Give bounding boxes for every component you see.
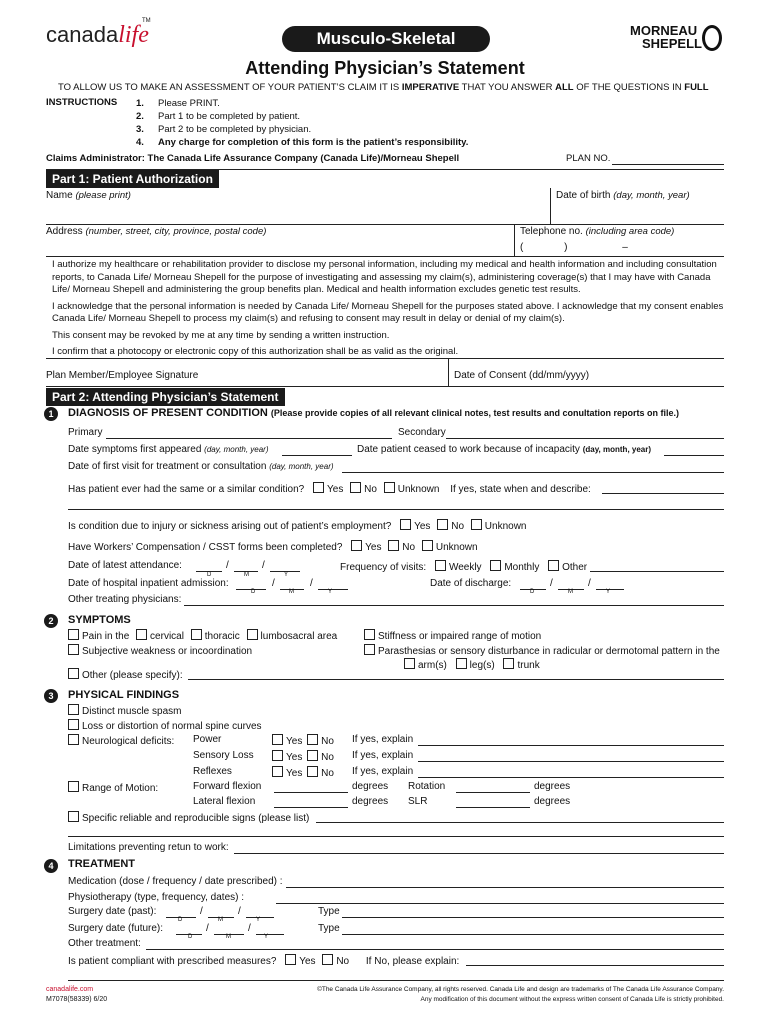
frequency-label: Frequency of visits:	[340, 562, 427, 573]
checkbox[interactable]	[68, 719, 79, 730]
plan-no-label: PLAN NO.	[566, 153, 611, 164]
symptom-other-field[interactable]	[188, 679, 724, 680]
authorization-text	[52, 259, 724, 359]
forward-flexion-label: Forward flexion	[193, 781, 262, 792]
injury-row	[68, 519, 527, 532]
instruction-item	[136, 123, 468, 136]
power-explain-field[interactable]	[418, 745, 724, 746]
sensory-explain-field[interactable]	[418, 761, 724, 762]
slash: /	[238, 906, 241, 917]
degrees-label: degrees	[352, 781, 389, 792]
lateral-flexion-field[interactable]	[274, 807, 348, 808]
checkbox[interactable]	[388, 540, 399, 551]
auth-paragraph-1: I authorize my healthcare or rehabilitation provider to disclose my personal information, including my medical and health information and including consultation reports, to Canada Life/ Morneau Shepell for the purpose of investigating and assessing my claim(s), administering coverage(s) that I may have with Canada Life/ Morneau Shepell and administering the group benefits plan. Medical and health information excludes genetic test results.	[52, 259, 717, 295]
checkbox[interactable]	[471, 519, 482, 530]
plan-no-field[interactable]	[612, 164, 724, 165]
y-hint: Y	[264, 934, 269, 940]
reflexes-yn	[272, 766, 334, 779]
no-label: No	[402, 542, 416, 553]
logo-morneau: MORNEAU	[630, 23, 698, 38]
hospital-admission-label: Date of hospital inpatient admission:	[68, 578, 229, 589]
checkbox[interactable]	[422, 540, 433, 551]
symptoms-first-label	[68, 444, 269, 455]
pain-label: Pain in the	[82, 631, 130, 642]
physio-label: Physiotherapy (type, frequency, dates) :	[68, 892, 245, 903]
lateral-flexion-label: Lateral flexion	[193, 796, 256, 807]
surgery-past-label: Surgery date (past):	[68, 906, 157, 917]
unknown-label: Unknown	[397, 484, 440, 495]
instruction-item	[136, 136, 468, 149]
section-2-number: 2	[44, 614, 58, 628]
checkbox[interactable]	[136, 629, 147, 640]
rule	[46, 386, 724, 387]
d-hint: D	[178, 917, 183, 923]
footer-copyright-1: ©The Canada Life Assurance Company, all rights reserved. Canada Life and design are trademarks of The Canada Life Assurance Company.	[317, 986, 724, 993]
same-unknown-option[interactable]	[384, 484, 440, 495]
if-no-field[interactable]	[466, 965, 724, 966]
surgery-future-label: Surgery date (future):	[68, 923, 164, 934]
other-treatment-label: Other treatment:	[68, 938, 141, 949]
checkbox[interactable]	[68, 734, 79, 745]
yes-label: Yes	[286, 736, 303, 747]
no-label: No	[364, 484, 377, 495]
instructions-list	[136, 97, 468, 149]
checkbox[interactable]	[272, 734, 283, 745]
section-4-title: TREATMENT	[68, 858, 136, 870]
m-hint: M	[289, 589, 294, 595]
checkbox[interactable]	[313, 482, 324, 493]
yes-label: Yes	[414, 521, 431, 532]
power-label: Power	[193, 734, 222, 745]
rom-option[interactable]	[68, 781, 158, 794]
consent-date-label: Date of Consent (dd/mm/yyyy)	[454, 370, 590, 381]
instruction-text: Please PRINT.	[158, 98, 220, 109]
y-hint: Y	[284, 572, 289, 578]
m-hint: M	[226, 934, 231, 940]
footer-url[interactable]: canadalife.com	[46, 986, 94, 993]
checkbox[interactable]	[68, 811, 79, 822]
sensory-label: Sensory Loss	[193, 750, 254, 761]
checkbox[interactable]	[68, 644, 79, 655]
paresthesias-label: Parasthesias or sensory disturbance in radicular or dermotomal pattern in the	[378, 646, 720, 657]
slr-field[interactable]	[456, 807, 530, 808]
intro-full: FULL	[684, 82, 709, 93]
loss-curves-label: Loss or distortion of normal spine curves	[82, 721, 262, 732]
wc-question: Have Workers’ Compensation / CSST forms been completed?	[68, 542, 343, 553]
power-yes[interactable]	[272, 736, 302, 747]
same-condition-question: Has patient ever had the same or a similar condition?	[68, 484, 305, 495]
checkbox[interactable]	[68, 781, 79, 792]
injury-yes-option[interactable]	[400, 521, 430, 532]
address-label	[46, 226, 266, 237]
slash: /	[226, 560, 229, 571]
thoracic-option[interactable]	[191, 631, 240, 642]
intro-line	[58, 82, 709, 93]
legs-label: leg(s)	[469, 660, 495, 671]
cervical-label: cervical	[150, 631, 184, 642]
symptoms-first-text: Date symptoms first appeared	[68, 444, 202, 455]
checkbox[interactable]	[68, 668, 79, 679]
ceased-work-label	[357, 444, 651, 455]
weekly-option[interactable]	[435, 562, 482, 573]
thoracic-label: thoracic	[204, 631, 240, 642]
checkbox[interactable]	[68, 629, 79, 640]
checkbox[interactable]	[384, 482, 395, 493]
other-label: Other	[562, 562, 588, 573]
secondary-label: Secondary	[398, 427, 446, 438]
primary-label: Primary	[68, 427, 103, 438]
wc-no-option[interactable]	[388, 542, 415, 553]
section-3-title: PHYSICAL FINDINGS	[68, 689, 180, 701]
sensory-explain-label: If yes, explain	[352, 750, 414, 761]
first-visit-text: Date of first visit for treatment or consultation	[68, 461, 267, 472]
stiffness-label: Stiffness or impaired range of motion	[378, 631, 542, 642]
no-label: No	[451, 521, 465, 532]
checkbox[interactable]	[490, 560, 501, 571]
intro-all: ALL	[555, 82, 574, 93]
checkbox[interactable]	[272, 750, 283, 761]
instruction-num: 4.	[136, 137, 144, 148]
checkbox[interactable]	[503, 658, 514, 669]
slash: /	[310, 578, 313, 589]
signature-divider	[448, 358, 449, 386]
other-treatment-field[interactable]	[146, 949, 724, 950]
slr-label: SLR	[408, 796, 428, 807]
phone-paren-close: )	[564, 242, 568, 253]
spasm-label: Distinct muscle spasm	[82, 706, 182, 717]
part2-header: Part 2: Attending Physician’s Statement	[46, 388, 285, 406]
section-3-number: 3	[44, 689, 58, 703]
monthly-option[interactable]	[490, 562, 539, 573]
logo-ring-icon	[702, 25, 722, 51]
power-yn	[272, 734, 334, 747]
lumbosacral-label: lumbosacral area	[260, 631, 338, 642]
injury-unknown-option[interactable]	[471, 521, 527, 532]
checkbox[interactable]	[350, 482, 361, 493]
wc-row	[68, 540, 478, 553]
section-4-number: 4	[44, 859, 58, 873]
injury-question: Is condition due to injury or sickness arising out of patient’s employment?	[68, 521, 392, 532]
specific-signs-field[interactable]	[316, 822, 724, 823]
part1-header: Part 1: Patient Authorization	[46, 170, 219, 188]
trunk-label: trunk	[517, 660, 540, 671]
cervical-option[interactable]	[136, 631, 184, 642]
section-2-title: SYMPTOMS	[68, 614, 131, 626]
frequency-row	[340, 560, 587, 573]
checkbox[interactable]	[285, 954, 296, 965]
name-field[interactable]	[46, 202, 548, 224]
weakness-label: Subjective weakness or incoordination	[82, 646, 253, 657]
y-hint: Y	[606, 589, 611, 595]
degrees-label: degrees	[352, 796, 389, 807]
intro-text-2: THAT YOU ANSWER	[459, 82, 556, 93]
frequency-other-field[interactable]	[590, 571, 724, 572]
compliant-row	[68, 954, 459, 967]
neuro-option[interactable]	[68, 734, 174, 747]
section-1-number: 1	[44, 407, 58, 421]
surg-past-type-field[interactable]	[342, 917, 724, 918]
first-visit-label	[68, 461, 334, 472]
forward-flexion-field[interactable]	[274, 792, 348, 793]
other-option[interactable]	[548, 562, 587, 573]
degrees-label: degrees	[534, 796, 571, 807]
wc-yes-option[interactable]	[351, 542, 381, 553]
footer-right	[280, 985, 724, 1005]
y-hint: Y	[328, 589, 333, 595]
symptoms-first-hint: (day, month, year)	[204, 445, 269, 454]
instruction-item	[136, 110, 468, 123]
trunk-option[interactable]	[503, 660, 539, 671]
slash: /	[248, 923, 251, 934]
auth-paragraph-3: This consent may be revoked by me at any time by sending a written instruction.	[52, 329, 390, 341]
primary-field[interactable]	[106, 438, 392, 439]
dob-label-text: Date of birth	[556, 190, 611, 201]
physio-field[interactable]	[276, 903, 724, 904]
checkbox[interactable]	[68, 704, 79, 715]
if-no-field-2[interactable]	[68, 980, 724, 981]
form-title-pill: Musculo-Skeletal	[282, 26, 490, 52]
checkbox[interactable]	[247, 629, 258, 640]
hosp-adm-year[interactable]	[318, 589, 348, 590]
symptom-other-label: Other (please specify):	[82, 670, 183, 681]
phone-dash: –	[622, 242, 628, 253]
checkbox[interactable]	[364, 644, 375, 655]
sensory-yes[interactable]	[272, 752, 302, 763]
signature-label: Plan Member/Employee Signature	[46, 370, 199, 381]
degrees-label: degrees	[534, 781, 571, 792]
surg-future-year[interactable]	[256, 934, 284, 935]
phone-hint: (including area code)	[585, 226, 675, 237]
injury-no-option[interactable]	[437, 521, 464, 532]
intro-text-3: OF THE QUESTIONS IN	[573, 82, 685, 93]
phone-label	[520, 226, 674, 237]
name-label	[46, 190, 131, 201]
reflexes-label: Reflexes	[193, 766, 232, 777]
rom-label: Range of Motion:	[82, 783, 159, 794]
same-no-option[interactable]	[350, 484, 377, 495]
address-field[interactable]	[46, 238, 512, 256]
diagnosis-title: DIAGNOSIS OF PRESENT CONDITION	[68, 407, 268, 419]
latest-attendance-label: Date of latest attendance:	[68, 560, 182, 571]
canada-life-logo	[46, 18, 151, 49]
phone-divider	[514, 224, 515, 256]
d-hint: D	[188, 934, 193, 940]
yes-label: Yes	[327, 484, 344, 495]
dob-label	[556, 190, 690, 201]
dob-hint: (day, month, year)	[613, 190, 690, 201]
power-no[interactable]	[307, 736, 334, 747]
slash: /	[550, 578, 553, 589]
ceased-work-text: Date patient ceased to work because of incapacity	[357, 444, 580, 455]
reflexes-no[interactable]	[307, 768, 334, 779]
morneau-shepell-logo	[630, 24, 702, 50]
no-label: No	[321, 768, 334, 779]
yes-label: Yes	[365, 542, 382, 553]
checkbox[interactable]	[307, 766, 318, 777]
auth-paragraph-4: I confirm that a photocopy or electronic copy of this authorization shall be as valid as the original.	[52, 346, 459, 357]
surg-future-type-field[interactable]	[342, 934, 724, 935]
rotation-label: Rotation	[408, 781, 446, 792]
instruction-num: 2.	[136, 111, 144, 122]
paresthesias-option[interactable]	[364, 644, 720, 657]
checkbox[interactable]	[548, 560, 559, 571]
auth-paragraph-2: I acknowledge that the personal information is needed by Canada Life/ Morneau Shepell for the purposes stated above. I acknowledge that my consent enables Canada Life/ Morneau Shepell to process my claim(s) and refusing to consent may result in delay or denial of my claim(s).	[52, 300, 724, 324]
reflexes-explain-label: If yes, explain	[352, 766, 414, 777]
lumbosacral-option[interactable]	[247, 631, 338, 642]
yes-label: Yes	[286, 752, 303, 763]
checkbox[interactable]	[322, 954, 333, 965]
rule	[46, 224, 724, 225]
instruction-num: 3.	[136, 124, 144, 135]
power-explain-label: If yes, explain	[352, 734, 414, 745]
first-visit-field[interactable]	[342, 472, 724, 473]
if-no-label: If No, please explain:	[365, 956, 460, 967]
logo-text-life: life	[118, 22, 149, 48]
surg-future-type-label: Type	[318, 923, 340, 934]
specific-signs-option[interactable]	[68, 811, 309, 824]
section-1-title	[68, 407, 679, 419]
tm-mark: TM	[142, 18, 151, 24]
sensory-no[interactable]	[307, 752, 334, 763]
footer-left	[46, 985, 107, 1005]
instruction-text: Part 2 to be completed by physician.	[158, 124, 312, 135]
paresthesias-locations	[404, 658, 540, 671]
checkbox[interactable]	[191, 629, 202, 640]
specific-signs-label: Specific reliable and reproducible signs (please list)	[82, 813, 310, 824]
pain-option[interactable]	[68, 631, 129, 642]
diagnosis-note: (Please provide copies of all relevant clinical notes, test results and conultation reports on file.)	[270, 408, 680, 418]
yes-label: Yes	[286, 768, 303, 779]
intro-text: TO ALLOW US TO MAKE AN ASSESSMENT OF YOUR PATIENT’S CLAIM IT IS	[58, 82, 402, 93]
arms-label: arm(s)	[418, 660, 447, 671]
d-hint: D	[251, 589, 256, 595]
limitations-field[interactable]	[234, 853, 724, 854]
footer-copyright-2: Any modification of this document without the express written consent of Canada Life is strictly prohibited.	[420, 996, 724, 1003]
m-hint: M	[568, 589, 573, 595]
same-condition-row	[68, 482, 591, 495]
name-label-text: Name	[46, 190, 73, 201]
loss-curves-option[interactable]	[68, 719, 262, 732]
slash: /	[588, 578, 591, 589]
no-label: No	[336, 956, 350, 967]
no-label: No	[321, 736, 334, 747]
y-hint: Y	[256, 917, 261, 923]
slash: /	[206, 923, 209, 934]
intro-imperative: IMPERATIVE	[401, 82, 460, 93]
pain-row	[68, 629, 337, 642]
compliant-no-option[interactable]	[322, 956, 349, 967]
checkbox[interactable]	[400, 519, 411, 530]
logo-text-canada: canada	[46, 22, 119, 47]
instruction-text: Part 1 to be completed by patient.	[158, 111, 301, 122]
other-physicians-label: Other treating physicians:	[68, 594, 182, 605]
dob-divider	[550, 188, 551, 224]
phone-paren-open: (	[520, 242, 524, 253]
checkbox[interactable]	[435, 560, 446, 571]
m-hint: M	[218, 917, 223, 923]
checkbox[interactable]	[351, 540, 362, 551]
slash: /	[262, 560, 265, 571]
instruction-item	[136, 97, 468, 110]
same-yes-option[interactable]	[313, 484, 343, 495]
instruction-num: 1.	[136, 98, 144, 109]
if-yes-state-field-2[interactable]	[68, 509, 724, 510]
other-physicians-field[interactable]	[184, 605, 724, 606]
symptom-other-option[interactable]	[68, 668, 183, 681]
name-hint: (please print)	[75, 190, 131, 201]
checkbox[interactable]	[272, 766, 283, 777]
unknown-label: Unknown	[435, 542, 478, 553]
compliant-question: Is patient compliant with prescribed measures?	[68, 956, 277, 967]
ceased-work-field[interactable]	[664, 455, 724, 456]
wc-unknown-option[interactable]	[422, 542, 478, 553]
first-visit-hint: (day, month, year)	[269, 462, 334, 471]
stiffness-option[interactable]	[364, 629, 541, 642]
checkbox[interactable]	[456, 658, 467, 669]
discharge-label: Date of discharge:	[430, 578, 512, 589]
checkbox[interactable]	[307, 734, 318, 745]
address-label-text: Address	[46, 226, 83, 237]
weakness-option[interactable]	[68, 644, 252, 657]
rotation-field[interactable]	[456, 792, 530, 793]
spasm-option[interactable]	[68, 704, 181, 717]
checkbox[interactable]	[364, 629, 375, 640]
if-yes-state-field[interactable]	[602, 493, 724, 494]
secondary-field[interactable]	[446, 438, 724, 439]
instructions-label: INSTRUCTIONS	[46, 97, 118, 108]
slash: /	[200, 906, 203, 917]
yes-label: Yes	[299, 956, 316, 967]
page-title: Attending Physician’s Statement	[245, 58, 525, 78]
specific-signs-field-2[interactable]	[68, 836, 724, 837]
arms-option[interactable]	[404, 660, 447, 671]
logo-shepell: SHEPELL	[642, 36, 702, 51]
compliant-yes-option[interactable]	[285, 956, 315, 967]
limitations-label: Limitations preventing retun to work:	[68, 842, 229, 853]
rule	[46, 256, 724, 257]
weekly-label: Weekly	[448, 562, 482, 573]
if-yes-state-label: If yes, state when and describe:	[450, 484, 591, 495]
reflexes-yes[interactable]	[272, 768, 302, 779]
checkbox[interactable]	[437, 519, 448, 530]
medication-field[interactable]	[286, 887, 724, 888]
legs-option[interactable]	[456, 660, 495, 671]
checkbox[interactable]	[404, 658, 415, 669]
m-hint: M	[244, 572, 249, 578]
symptoms-first-field[interactable]	[282, 455, 352, 456]
checkbox[interactable]	[307, 750, 318, 761]
address-hint: (number, street, city, province, postal code)	[85, 226, 267, 237]
footer-form-code: M7078(58339) 6/20	[46, 996, 108, 1003]
slash: /	[272, 578, 275, 589]
neuro-label: Neurological deficits:	[82, 736, 175, 747]
claims-administrator: Claims Administrator: The Canada Life Assurance Company (Canada Life)/Morneau Shepell	[46, 153, 460, 164]
monthly-label: Monthly	[504, 562, 540, 573]
d-hint: D	[207, 572, 212, 578]
unknown-label: Unknown	[484, 521, 527, 532]
medication-label: Medication (dose / frequency / date prescribed) :	[68, 876, 283, 887]
reflexes-explain-field[interactable]	[418, 777, 724, 778]
sensory-yn	[272, 750, 334, 763]
phone-field[interactable]	[520, 242, 720, 253]
d-hint: D	[530, 589, 535, 595]
no-label: No	[321, 752, 334, 763]
surg-past-type-label: Type	[318, 906, 340, 917]
instruction-text: Any charge for completion of this form is the patient’s responsibility.	[158, 137, 469, 148]
phone-label-text: Telephone no.	[520, 226, 583, 237]
ceased-work-hint: (day, month, year)	[582, 445, 652, 454]
